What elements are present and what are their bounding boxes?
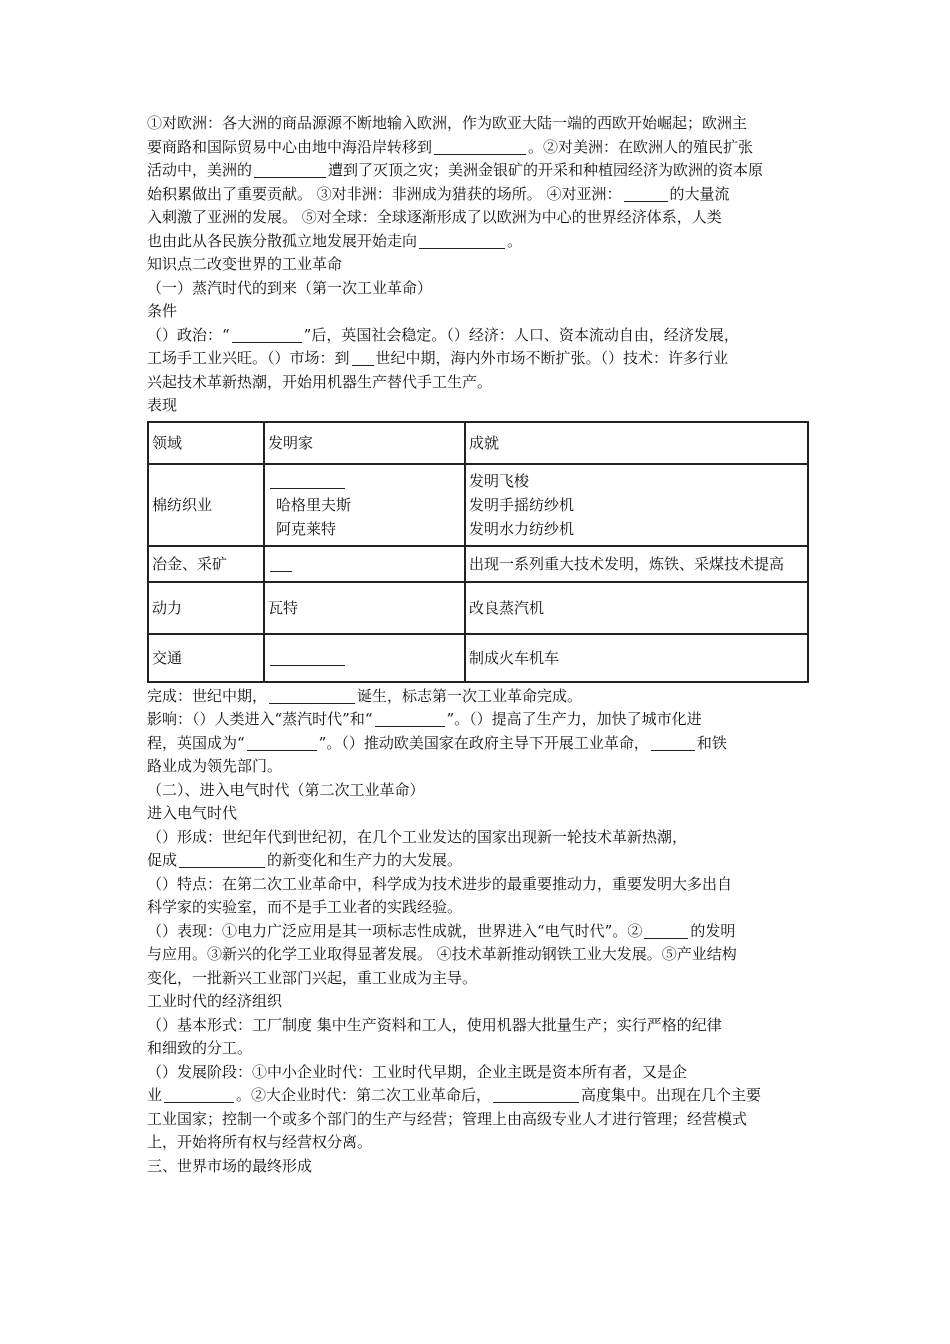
fill-blank[interactable] — [375, 709, 445, 727]
table-cell-inventors — [264, 546, 465, 582]
fill-blank[interactable] — [247, 733, 317, 751]
fill-blank[interactable] — [352, 348, 374, 366]
table-cell-field: 棉纺织业 — [148, 464, 264, 546]
conditions-title: 条件 — [147, 302, 178, 320]
fill-blank[interactable] — [624, 184, 668, 202]
table-header-row — [148, 422, 808, 464]
feature-line-2: 科学家的实验室，而不是手工业者的实践经验。 — [147, 898, 463, 916]
fill-blank[interactable] — [232, 325, 302, 343]
impact-line-2: 程，英国成为“ ”。（）推动欧美国家在政府主导下开展工业革命， 和铁 — [147, 733, 727, 752]
performance-line-1: （）表现：①电力广泛应用是其一项标志性成就，世界进入“电气时代”。② 的发明 — [147, 921, 736, 940]
intro-line-3: 活动中，美洲的 遭到了灭顶之灾；美洲金银矿的开采和种植园经济为欧洲的资本原 — [147, 161, 764, 179]
performance-line-2: 与应用。③新兴的化学工业取得显著发展。 ④技术革新推动钢铁工业大发展。⑤产业结构 — [147, 945, 737, 963]
stages-line-2: 业 。②大企业时代：第二次工业革命后， 高度集中。出现在几个主要 — [147, 1086, 762, 1104]
intro-line-6: 也由此从各民族分散孤立地发展开始走向 。 — [147, 231, 523, 250]
formation-line-2: 促成 的新变化和生产力的大发展。 — [147, 851, 463, 869]
table-cell-inventors: 哈格里夫斯 阿克莱特 — [264, 464, 465, 546]
table-header-field: 领域 — [148, 422, 264, 464]
table-cell-inventors — [264, 634, 465, 682]
conditions-line-1: （）政治：“ ”后，英国社会稳定。（）经济：人口、资本流动自由，经济发展， — [147, 325, 739, 344]
fill-blank[interactable] — [179, 850, 265, 868]
fill-blank[interactable] — [644, 921, 688, 939]
document-page — [147, 112, 809, 1178]
table-row — [148, 634, 808, 682]
fill-blank[interactable] — [270, 648, 345, 666]
table-cell-achievements: 改良蒸汽机 — [465, 582, 808, 634]
fill-blank[interactable] — [164, 1085, 234, 1103]
stages-line-3: 工业国家；控制一个或多个部门的生产与经营；管理上由高级专业人才进行管理；经营模式 — [147, 1109, 748, 1128]
conditions-line-3: 兴起技术革新热潮，开始用机器生产替代手工生产。 — [147, 372, 493, 391]
conditions-line-2: 工场手工业兴旺。（）市场：到 世纪中期，海内外市场不断扩张。（）技术：许多行业 — [147, 349, 729, 367]
fill-blank[interactable] — [254, 160, 326, 178]
fill-blank[interactable] — [270, 471, 345, 489]
table-row — [148, 464, 808, 546]
intro-line-5: 入刺激了亚洲的发展。 ⑤对全球：全球逐渐形成了以欧洲为中心的世界经济体系，人类 — [147, 208, 722, 226]
fill-blank[interactable] — [269, 686, 355, 704]
organization-title: 工业时代的经济组织 — [147, 992, 283, 1010]
section-2-title: 知识点二改变世界的工业革命 — [147, 255, 343, 273]
table-cell-achievements: 制成火车机车 — [465, 634, 808, 682]
inventions-table — [147, 421, 809, 683]
intro-line-1: ①对欧洲：各大洲的商品源源不断地输入欧洲，作为欧亚大陆一端的西欧开始崛起；欧洲主 — [147, 114, 748, 132]
fill-blank[interactable] — [493, 1085, 579, 1103]
table-cell-field: 动力 — [148, 582, 264, 634]
table-row — [148, 582, 808, 634]
fill-blank[interactable] — [270, 554, 292, 572]
table-row — [148, 546, 808, 582]
table-header-achievement: 成就 — [465, 422, 808, 464]
subsection-1-title: （一）蒸汽时代的到来（第一次工业革命） — [147, 278, 433, 297]
feature-line-1: （）特点：在第二次工业革命中，科学成为技术进步的最重要推动力，重要发明大多出自 — [147, 874, 733, 893]
table-cell-field: 交通 — [148, 634, 264, 682]
performance-line-3: 变化，一批新兴工业部门兴起，重工业成为主导。 — [147, 968, 478, 987]
completion-line: 完成：世纪中期， 诞生，标志第一次工业革命完成。 — [147, 686, 583, 705]
electric-age-title: 进入电气时代 — [147, 804, 238, 822]
basic-form-line-2: 和细致的分工。 — [147, 1039, 253, 1057]
stages-line-4: 上，开始将所有权与经营权分离。 — [147, 1133, 373, 1151]
fill-blank[interactable] — [419, 231, 505, 249]
formation-line-1: （）形成：世纪年代到世纪初，在几个工业发达的国家出现新一轮技术革新热潮， — [147, 827, 688, 846]
impact-line-1: 影响：（）人类进入“蒸汽时代”和“ ”。（）提高了生产力，加快了城市化进 — [147, 710, 702, 728]
stages-line-1: （）发展阶段：①中小企业时代：工业时代早期，企业主既是资本所有者，又是企 — [147, 1062, 688, 1081]
intro-line-4: 始积累做出了重要贡献。 ③对非洲：非洲成为猎获的场所。 ④对亚洲： 的大量流 — [147, 184, 730, 203]
table-header-inventor: 发明家 — [264, 422, 465, 464]
table-cell-achievements: 发明飞梭 发明手摇纺纱机 发明水力纺纱机 — [465, 464, 808, 546]
fill-blank[interactable] — [434, 137, 526, 155]
impact-line-3: 路业成为领先部门。 — [147, 757, 283, 775]
table-cell-achievements: 出现一系列重大技术发明，炼铁、采煤技术提高 — [465, 546, 808, 582]
table-cell-inventors: 瓦特 — [264, 582, 465, 634]
performance-title: 表现 — [147, 396, 178, 414]
table-cell-field: 冶金、采矿 — [148, 546, 264, 582]
fill-blank[interactable] — [651, 733, 695, 751]
section-3-title: 三、世界市场的最终形成 — [147, 1156, 313, 1175]
basic-form-line-1: （）基本形式：工厂制度 集中生产资料和工人，使用机器大批量生产；实行严格的纪律 — [147, 1015, 722, 1034]
subsection-2-title: （二）、进入电气时代（第二次工业革命） — [147, 780, 425, 799]
intro-line-2: 要商路和国际贸易中心由地中海沿岸转移到 。②对美洲：在欧洲人的殖民扩张 — [147, 137, 754, 156]
